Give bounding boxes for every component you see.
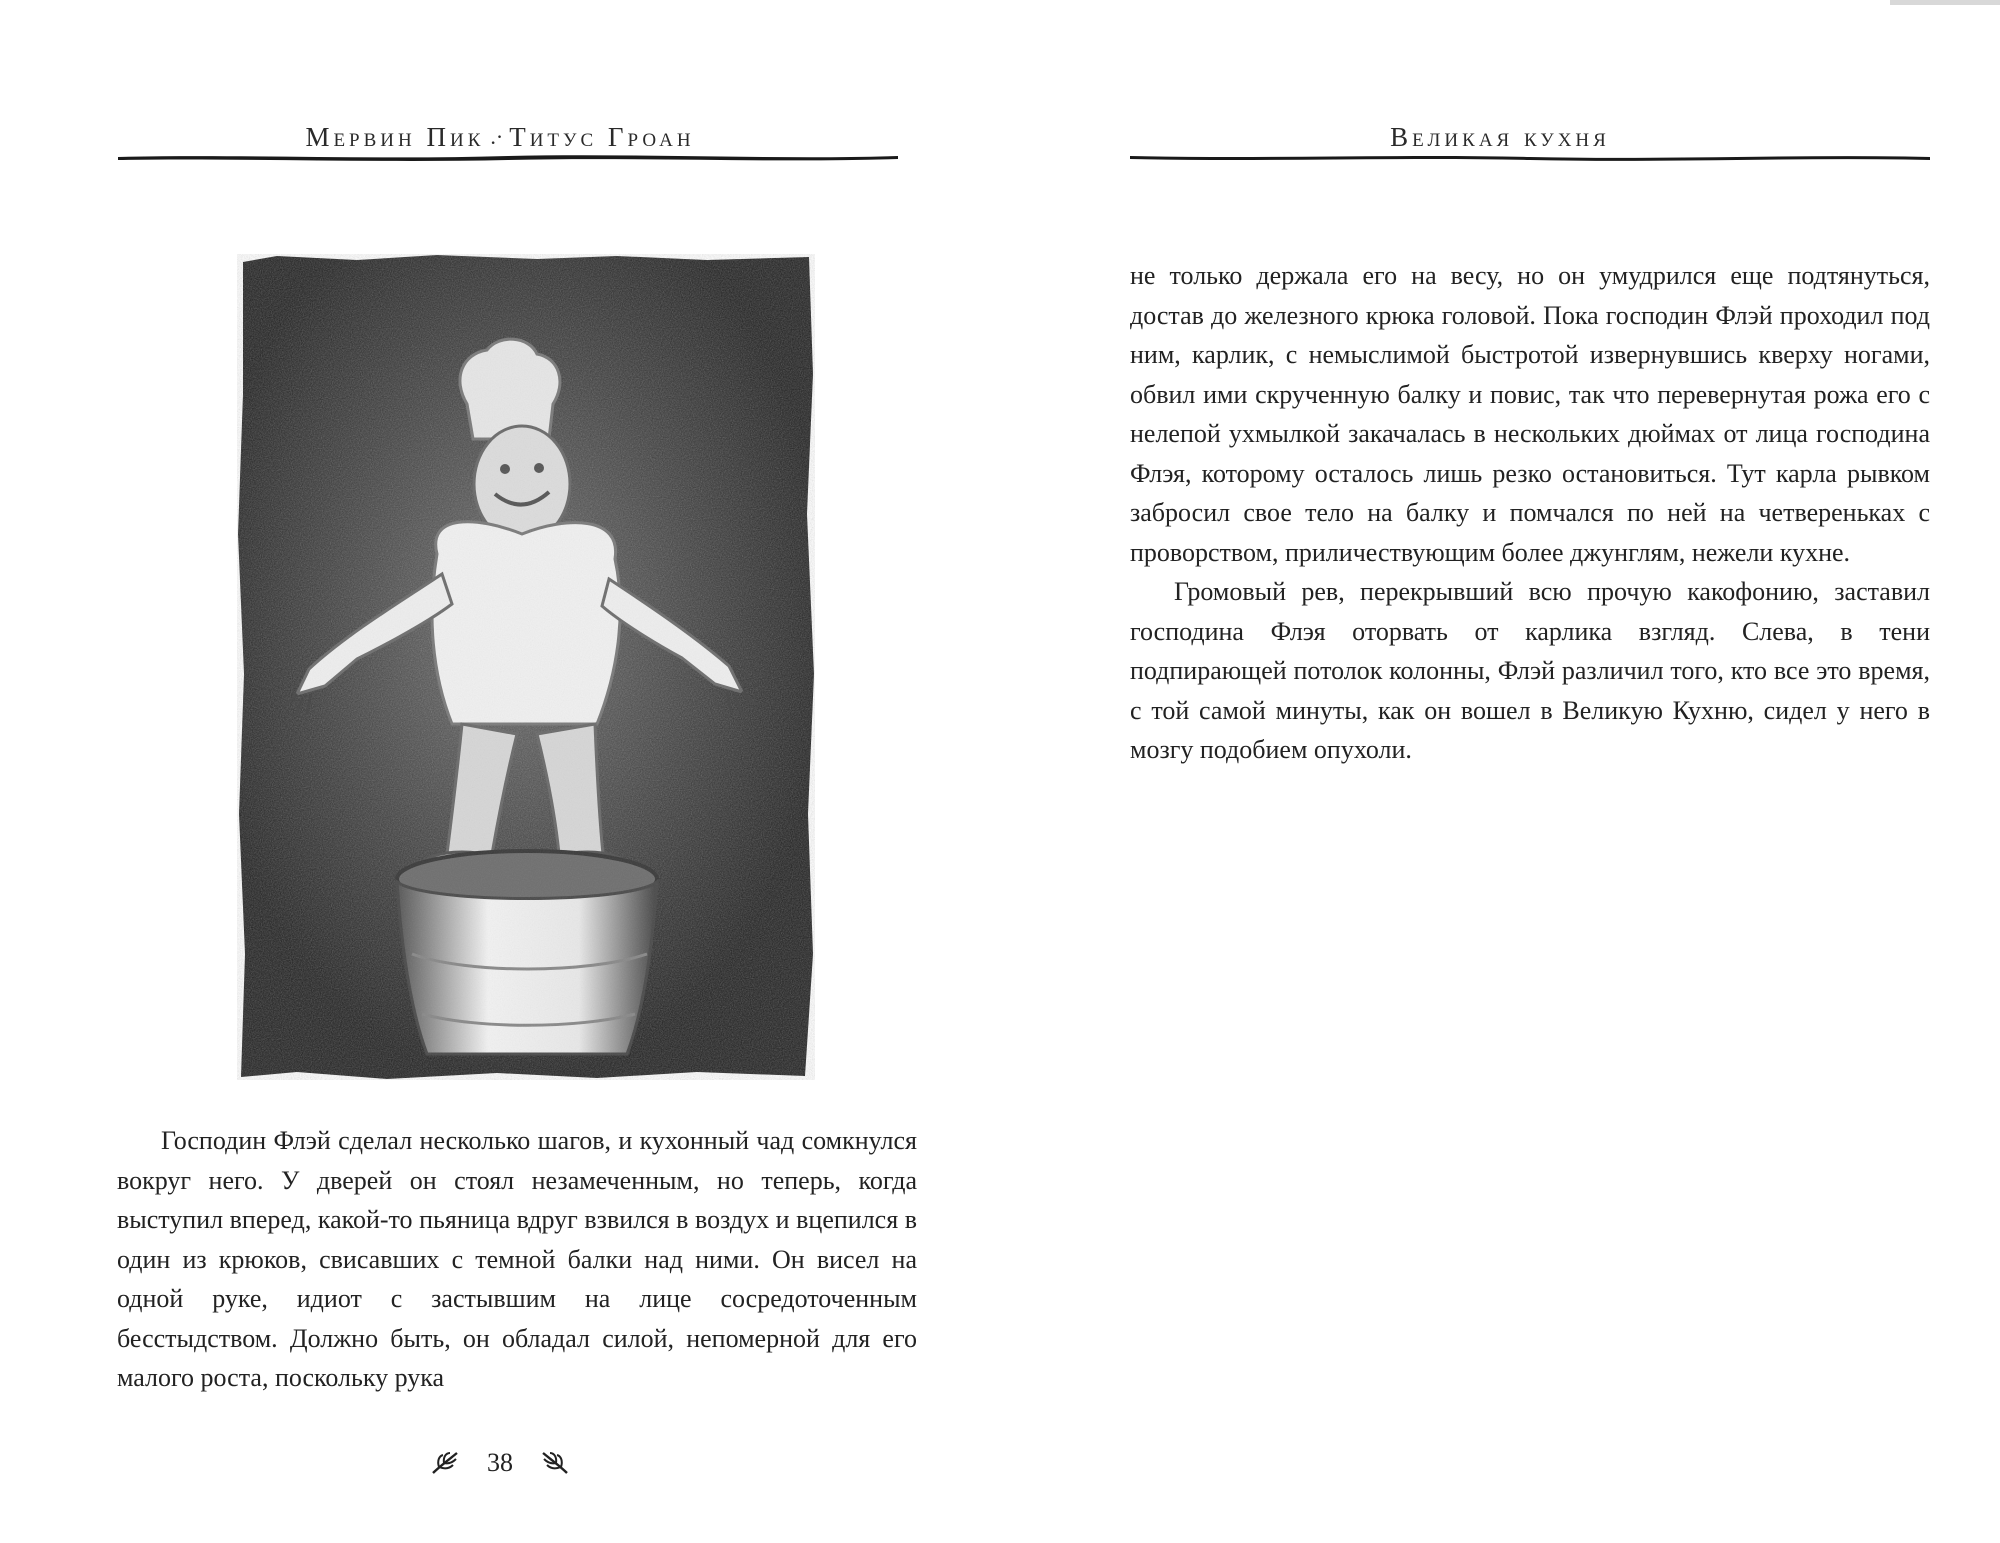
leaf-ornament-right-icon	[539, 1447, 571, 1479]
running-head-title: Титус Гроан	[509, 122, 695, 152]
right-paragraph-1: не только держала его на весу, но он умудрился еще подтянуться, достав до железного крюка головой. Пока господин Флэй проходил под ним, карлик, с немыслимой быстротой извернувшись кверху ногами, обвил ими скрученную балку и повис, так что перевернутая рожа его с нелепой ухмылкой закачалась в нескольких дюймах от лица господина Флэя, которому осталось лишь резко остановиться. Тут карла рывком забросил свое тело на балку и помчался по ней на четвереньках с проворством, приличествующим более джунглям, нежели кухне.	[1130, 261, 1930, 567]
header-rule	[118, 148, 898, 166]
right-paragraph-2: Громовый рев, перекрывший всю прочую какофонию, заставил господина Флэя оторвать от карлика взгляд. Слева, в тени подпирающей потолок колонны, Флэй различил того, кто все это время, с той самой минуты, как он вошел в Великую Кухню, сидел у него в мозгу подобием опухоли.	[1130, 577, 1930, 764]
scan-edge-mark	[1890, 0, 2000, 5]
right-body-text	[1130, 256, 1930, 770]
left-body-text	[117, 1121, 917, 1398]
left-paragraph-1: Господин Флэй сделал несколько шагов, и кухонный чад сомкнулся вокруг него. У дверей он стоял незамеченным, но теперь, когда выступил вперед, какой-то пьяница вдруг взвился в воздух и вцепился в один из крюков, свисавших с темной балки над ними. Он висел на одной руке, идиот с застывшим на лице сосредоточенным бесстыдством. Должно быть, он обладал силой, непомерной для его малого роста, поскольку рука	[117, 1126, 917, 1392]
right-page	[1000, 0, 2000, 1543]
running-head-right: Великая кухня	[1390, 122, 1610, 152]
page-number: 38	[487, 1448, 513, 1478]
running-head-author: Мервин Пик	[305, 122, 485, 152]
leaf-ornament-left-icon	[429, 1447, 461, 1479]
page-footer-left	[0, 1446, 1000, 1479]
dwarf-figure-on-barrel-illustration	[237, 254, 815, 1080]
dots-separator-icon: .·	[490, 124, 504, 149]
header-rule-right	[1130, 148, 1930, 166]
